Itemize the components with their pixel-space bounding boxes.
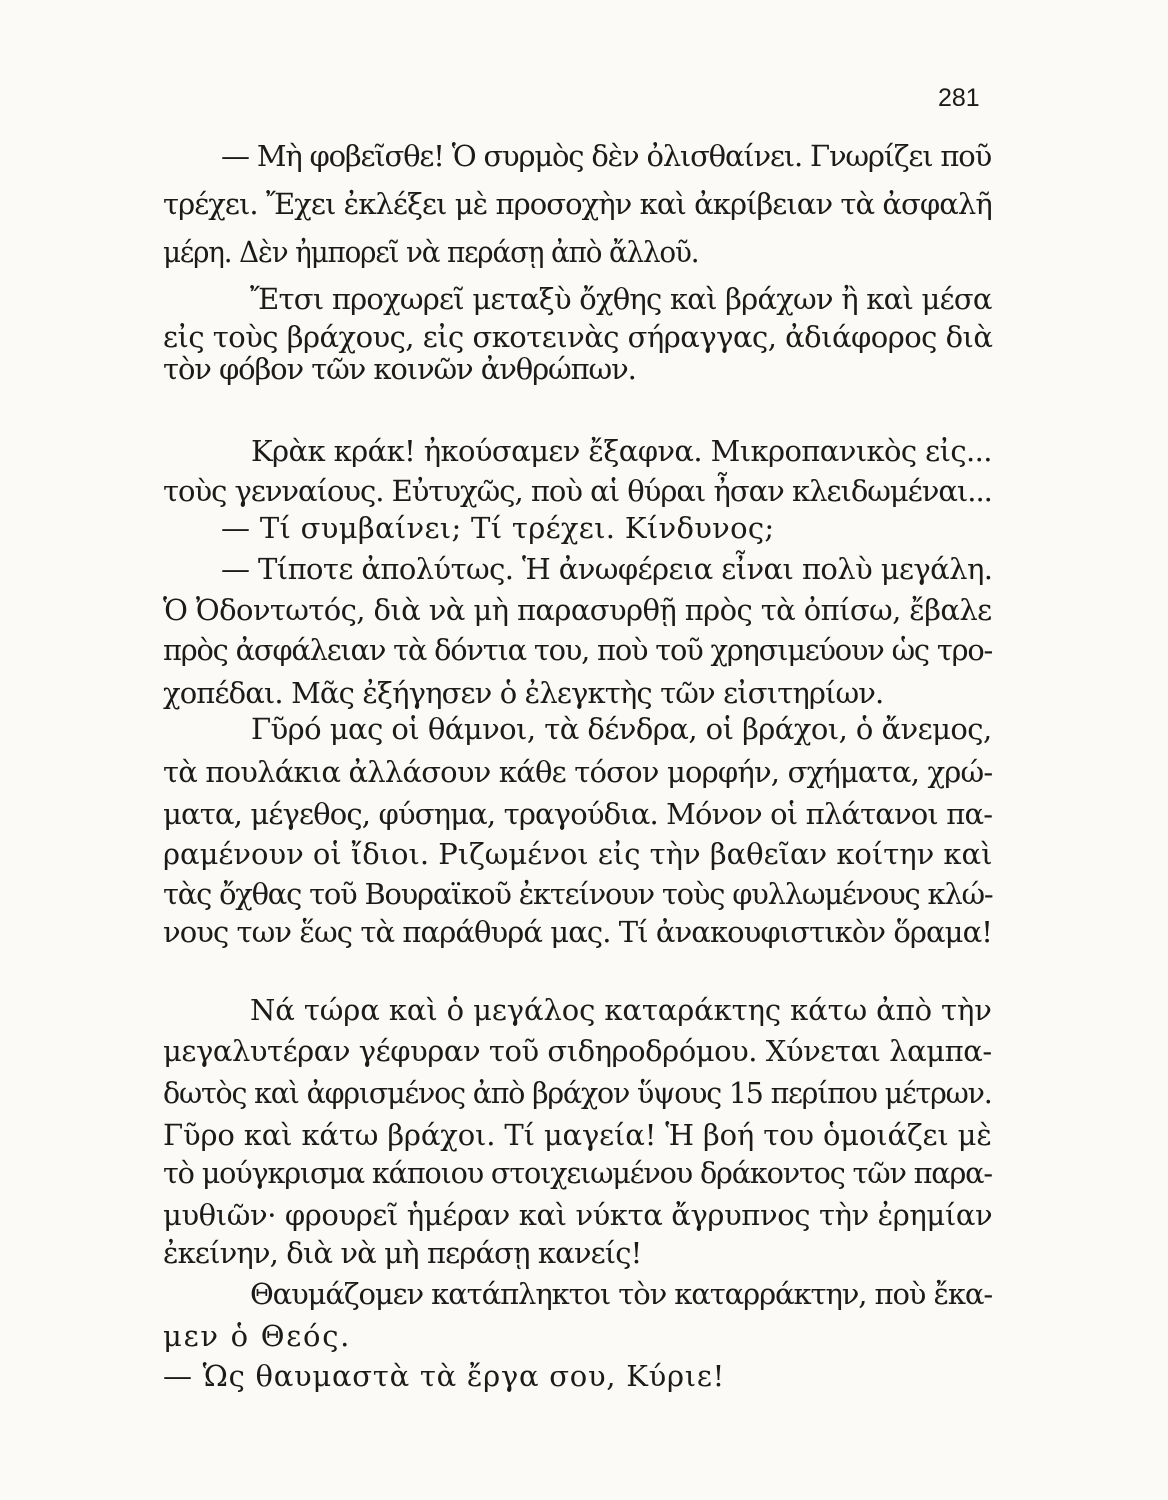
text-line: Νά τώρα καὶ ὁ μεγάλος καταράκτης κάτω ἀπὸ τὴν xyxy=(250,993,992,1027)
text-line: ραμένουν οἱ ἴδιοι. Ριζωμένοι εἰς τὴν βαθεῖαν κοίτην καὶ xyxy=(163,837,993,871)
text-line: τὰ πουλάκια ἀλλάσουν κάθε τόσον μορφήν, σχήματα, χρώ- xyxy=(163,755,993,789)
text-line: Γῦρό μας οἱ θάμνοι, τὰ δένδρα, οἱ βράχοι, ὁ ἄνεμος, xyxy=(251,712,992,746)
text-line: Κρὰκ κράκ! ἠκούσαμεν ἔξαφνα. Μικροπανικὸς εἰς... xyxy=(251,434,992,468)
text-line: δωτὸς καὶ ἀφρισμένος ἀπὸ βράχον ὕψους 15 περίπου μέτρων. xyxy=(163,1076,992,1110)
text-line: μυθιῶν· φρουρεῖ ἡμέραν καὶ νύκτα ἄγρυπνος τὴν ἐρημίαν xyxy=(163,1198,993,1232)
text-line: νους των ἕως τὰ παράθυρά μας. Τί ἀνακουφιστικὸν ὅραμα! xyxy=(163,915,992,949)
text-line: μέρη. Δὲν ἠμπορεῖ νὰ περάσῃ ἀπὸ ἄλλοῦ. xyxy=(163,235,699,269)
text-line: — Τί συμβαίνει; Τί τρέχει. Κίνδυνος; xyxy=(221,511,775,545)
text-line: τὸν φόβον τῶν κοινῶν ἀνθρώπων. xyxy=(163,352,636,386)
text-line: Γῦρο καὶ κάτω βράχοι. Τί μαγεία! Ἡ βοή του ὁμοιάζει μὲ xyxy=(163,1118,992,1152)
text-line: τὰς ὄχθας τοῦ Βουραϊκοῦ ἐκτείνουν τοὺς φυλλωμένους κλώ- xyxy=(163,877,993,911)
text-line: τὸ μούγκρισμα κάποιου στοιχειωμένου δράκοντος τῶν παρα- xyxy=(163,1156,992,1190)
text-line: εἰς τοὺς βράχους, εἰς σκοτεινὰς σήραγγας, ἀδιάφορος διὰ xyxy=(163,320,993,354)
text-line: — Μὴ φοβεῖσθε! Ὁ συρμὸς δὲν ὀλισθαίνει. Γνωρίζει ποῦ xyxy=(221,139,992,173)
text-line: τοὺς γενναίους. Εὐτυχῶς, ποὺ αἱ θύραι ἦσαν κλειδωμέναι... xyxy=(163,474,992,508)
text-line: πρὸς ἀσφάλειαν τὰ δόντια του, ποὺ τοῦ χρησιμεύουν ὡς τρο- xyxy=(163,633,993,667)
text-line: Θαυμάζομεν κατάπληκτοι τὸν καταρράκτην, ποὺ ἔκα- xyxy=(250,1277,993,1311)
text-line: — Ὡς θαυμαστὰ τὰ ἔργα σου, Κύριε! xyxy=(163,1359,725,1393)
text-line: τρέχει. Ἔχει ἐκλέξει μὲ προσοχὴν καὶ ἀκρίβειαν τὰ ἀσφαλῆ xyxy=(163,187,992,221)
text-line: μεγαλυτέραν γέφυραν τοῦ σιδηροδρόμου. Χύνεται λαμπα- xyxy=(163,1034,992,1068)
text-line: ἐκείνην, διὰ νὰ μὴ περάσῃ κανείς! xyxy=(163,1236,642,1270)
text-line: — Τίποτε ἀπολύτως. Ἡ ἀνωφέρεια εἶναι πολὺ μεγάλη. xyxy=(221,552,993,586)
text-line: Ὁ Ὀδοντωτός, διὰ νὰ μὴ παρασυρθῇ πρὸς τὰ ὀπίσω, ἔβαλε xyxy=(163,593,992,627)
text-line: ματα, μέγεθος, φύσημα, τραγούδια. Μόνον οἱ πλάτανοι πα- xyxy=(163,797,993,831)
text-line: μεν ὁ Θεός. xyxy=(163,1319,352,1353)
text-line: Ἔτσι προχωρεῖ μεταξὺ ὄχθης καὶ βράχων ἢ καὶ μέσα xyxy=(250,282,992,316)
page-number: 281 xyxy=(938,84,980,112)
text-line: χοπέδαι. Μᾶς ἐξήγησεν ὁ ἐλεγκτὴς τῶν εἰσιτηρίων. xyxy=(163,676,884,710)
